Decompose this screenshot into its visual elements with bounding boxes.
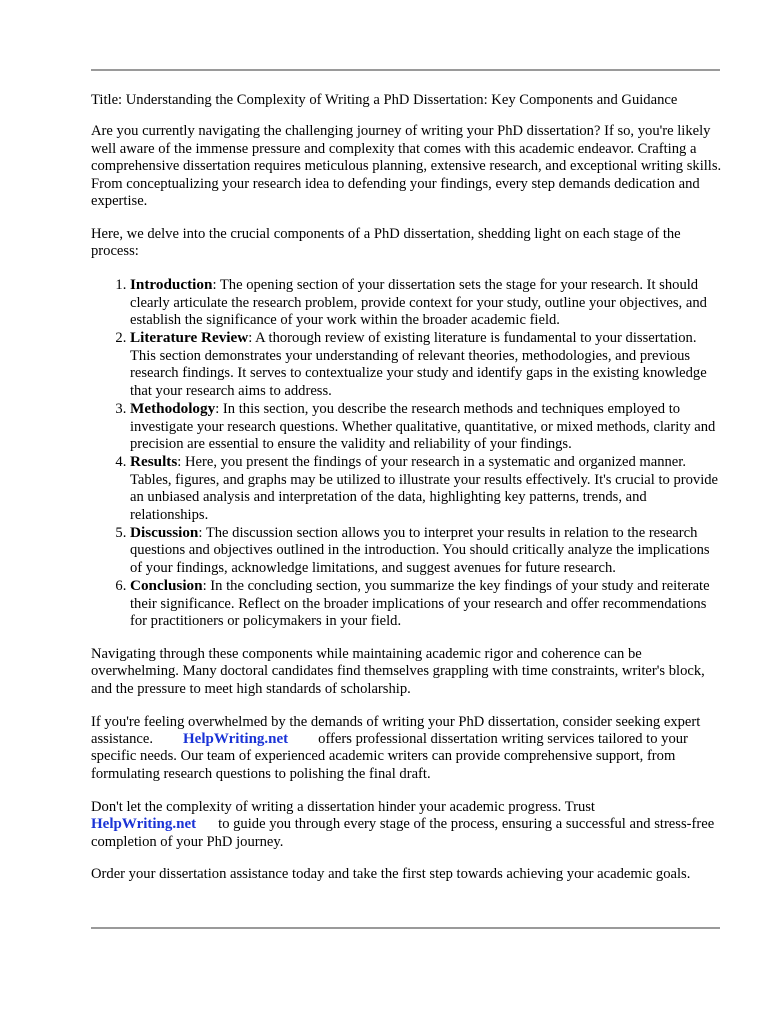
list-item	[130, 400, 723, 453]
list-item-text: : In this section, you describe the research methods and techniques employed to investigate your research questions. Whether qualitative, quantitative, or mixed methods, clarity and precision are essential to ensure the validity and reliability of your findings.	[130, 401, 716, 452]
list-item	[130, 453, 723, 524]
list-item-term: Literature Review	[130, 329, 249, 347]
list-item-term: Introduction	[130, 276, 213, 294]
document-title: Title: Understanding the Complexity of Writing a PhD Dissertation: Key Components and Guidance	[91, 92, 678, 108]
components-list	[91, 276, 723, 630]
list-item	[130, 524, 723, 577]
bottom-divider	[91, 927, 720, 929]
list-item-text: : A thorough review of existing literature is fundamental to your dissertation. This section demonstrates your understanding of relevant theories, methodologies, and previous research findings. It serves to contextualize your study and identify gaps in the existing knowledge that your research aims to address.	[130, 330, 707, 399]
navigating-paragraph: Navigating through these components while maintaining academic rigor and coherence can be overwhelming. Many doctoral candidates find themselves grappling with time constraints, writer's block, and the pressure to meet high standards of scholarship.	[91, 645, 705, 697]
list-item	[130, 329, 723, 400]
list-item-term: Discussion	[130, 523, 199, 541]
document-body	[91, 92, 723, 899]
intro-paragraph: Are you currently navigating the challenging journey of writing your PhD dissertation? If so, you're likely well aware of the immense pressure and complexity that comes with this academic endeavor. Crafting a comprehensive dissertation requires meticulous planning, extensive research, and exceptional writing skills. From conceptualizing your research idea to defending your findings, every step demands dedication and expertise.	[91, 123, 722, 210]
top-divider	[91, 69, 720, 71]
assistance-text-before: If you're feeling overwhelmed by the demands of writing your PhD dissertation, consider seeking expert assistance.	[91, 713, 701, 747]
trust-text-before: Don't let the complexity of writing a dissertation hinder your academic progress. Trust	[91, 798, 595, 815]
helpwriting-link[interactable]: HelpWriting.net	[183, 731, 289, 747]
list-item-text: : The discussion section allows you to interpret your results in relation to the research questions and objectives outlined in the introduction. You should critically analyze the implications of your findings, acknowledge limitations, and suggest avenues for future research.	[130, 524, 710, 576]
list-item-text: : The opening section of your dissertation sets the stage for your research. It should clearly articulate the research problem, provide context for your study, outline your objectives, and establish the significance of your work within the broader academic field.	[130, 277, 707, 329]
helpwriting-link-2[interactable]: HelpWriting.net	[91, 816, 197, 833]
list-item-term: Results	[130, 453, 178, 471]
list-item	[130, 276, 723, 329]
trust-paragraph	[91, 799, 723, 851]
list-item-term: Conclusion	[130, 577, 203, 595]
list-item-text: : In the concluding section, you summarize the key findings of your study and reiterate their significance. Reflect on the broader implications of your research and offer recommendations for practitioners or policymakers in your field.	[130, 578, 710, 629]
assistance-paragraph	[91, 714, 723, 784]
list-item-text: : Here, you present the findings of your research in a systematic and organized manner. Tables, figures, and graphs may be utilized to illustrate your results effectively. It's crucial to provide an unbiased analysis and interpretation of the data, highlighting key patterns, trends, and relationships.	[130, 454, 719, 523]
assistance-text-after: offers professional dissertation writing services tailored to your specific needs. Our team of experienced academic writers can provide comprehensive support, from formulating research questions to polishing the final draft.	[91, 731, 688, 782]
lead-paragraph: Here, we delve into the crucial components of a PhD dissertation, shedding light on each stage of the process:	[91, 225, 681, 260]
closing-paragraph: Order your dissertation assistance today and take the first step towards achieving your academic goals.	[91, 866, 691, 883]
list-item-term: Methodology	[130, 400, 216, 418]
list-item	[130, 577, 723, 630]
trust-text-after: to guide you through every stage of the process, ensuring a successful and stress-free completion of your PhD journey.	[91, 816, 715, 850]
